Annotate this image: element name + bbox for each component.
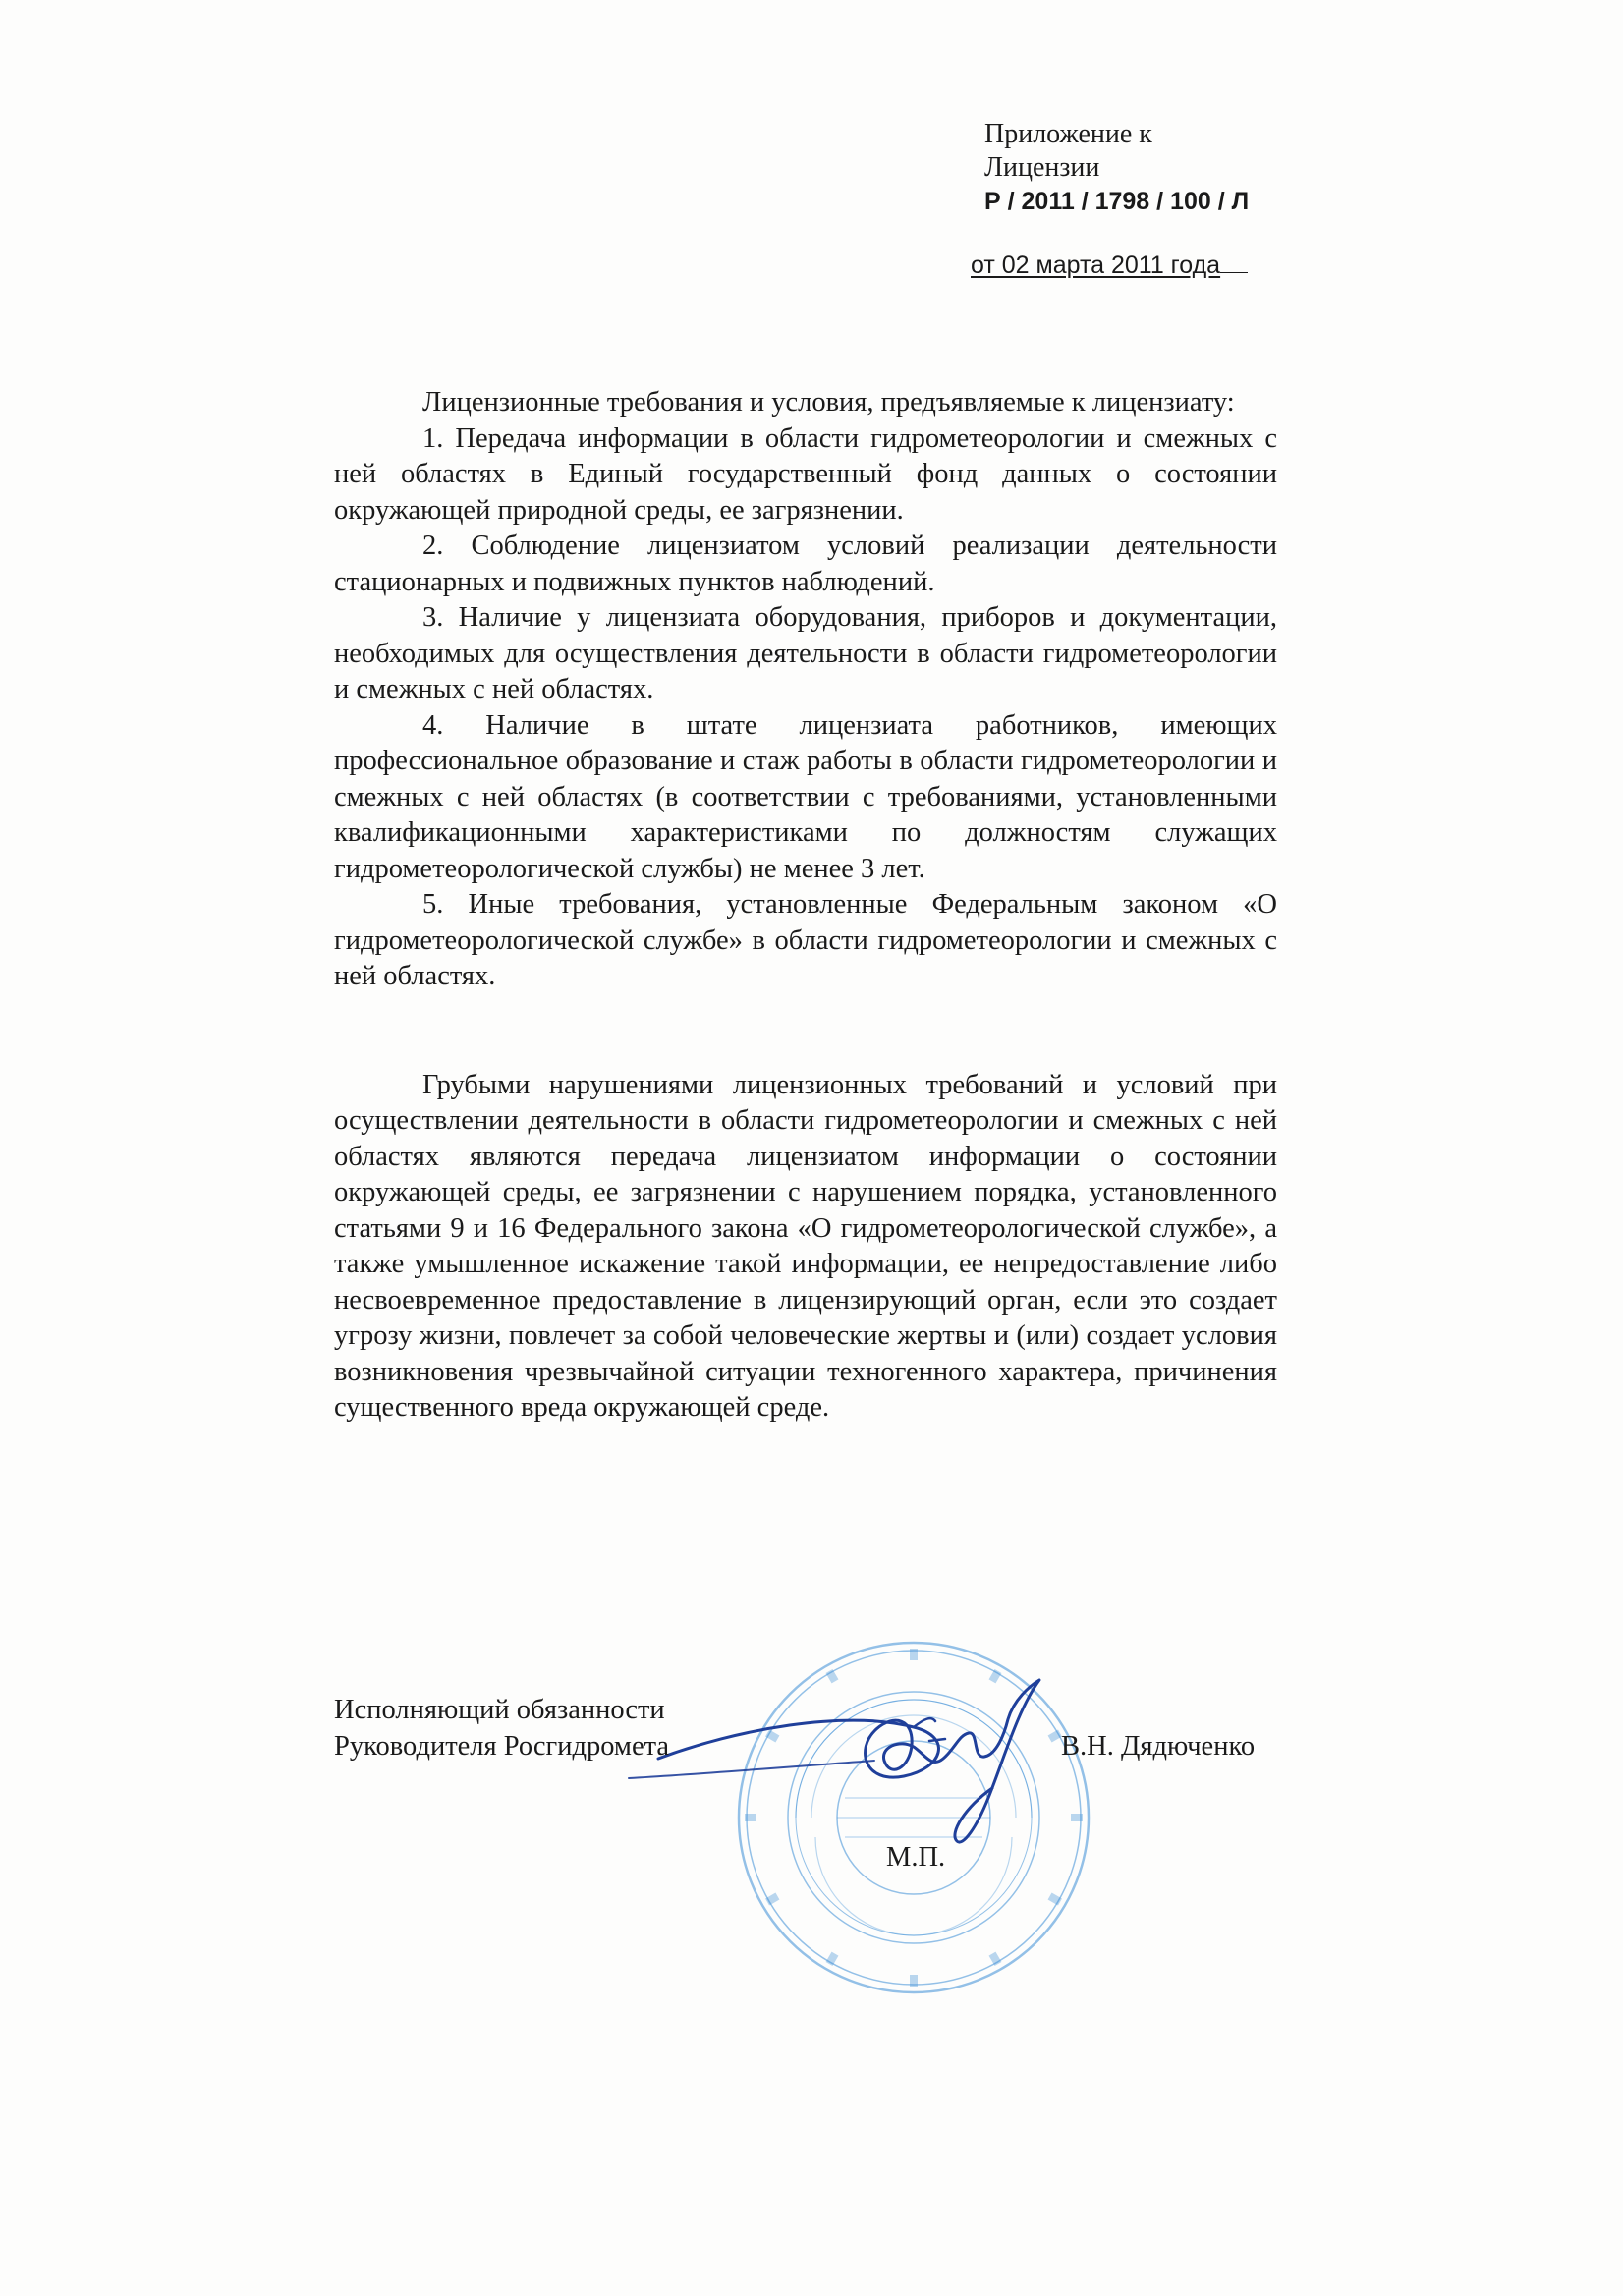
stamp-place-label: М.П. [886,1842,946,1873]
paragraph-gap [334,995,1277,1068]
requirement-item-2: 2. Соблюдение лицензиатом условий реализации деятельности стационарных и подвижных пунктов наблюдений. [334,531,1277,597]
signatory-position-line2: Руководителя Росгидромета [334,1731,670,1762]
appendix-header-line2: Лицензии [984,152,1100,183]
signatory-position-line1: Исполняющий обязанности [334,1695,665,1725]
appendix-header [984,118,1299,218]
requirements-intro: Лицензионные требования и условия, предъявляемые к лицензиату: [422,387,1235,418]
license-date [971,251,1248,280]
requirement-item-5: 5. Иные требования, установленные Федеральным законом «О гидрометеорологической службе» в области гидрометеорологии и смежных с ней областях. [334,889,1277,991]
violations-paragraph: Грубыми нарушениями лицензионных требований и условий при осуществлении деятельности в области гидрометеорологии и смежных с ней областях являются передача лицензиатом информации о состоянии окружающей среды, ее загрязнении с нарушением порядка, установленного статьями 9 и 16 Федерального закона «О гидрометеорологической службе», а также умышленное искажение такой информации, ее непредоставление либо несвоевременное предоставление в лицензирующий орган, если это создает угрозу жизни, повлечет за собой человеческие жертвы и (или) создает условия возникновения чрезвычайной ситуации техногенного характера, причинения существенного вреда окружающей среде. [334,1069,1277,1423]
document-body [334,385,1277,1427]
license-date-text: от 02 марта 2011 года [971,252,1221,279]
date-underline [1220,251,1248,273]
requirement-item-3: 3. Наличие у лицензиата оборудования, приборов и документации, необходимых для осуществления деятельности в области гидрометеорологии и смежных с ней областях. [334,602,1277,704]
handwritten-signature [619,1651,1091,1867]
requirement-item-4: 4. Наличие в штате лицензиата работников, имеющих профессиональное образование и стаж работы в области гидрометеорологии и смежных с ней областях (в соответствии с требованиями, установленными квалификационными характеристиками по должностям служащих гидрометеорологической службы) не менее 3 лет. [334,709,1277,884]
signatory-position [334,1692,669,1764]
appendix-header-line1: Приложение к [984,119,1152,149]
license-number: Р / 2011 / 1798 / 100 / Л [984,188,1250,215]
signatory-name: В.Н. Дядюченко [1061,1731,1256,1762]
requirement-item-1: 1. Передача информации в области гидрометеорологии и смежных с ней областях в Единый государственный фонд данных о состоянии окружающей природной среды, ее загрязнении. [334,422,1277,526]
